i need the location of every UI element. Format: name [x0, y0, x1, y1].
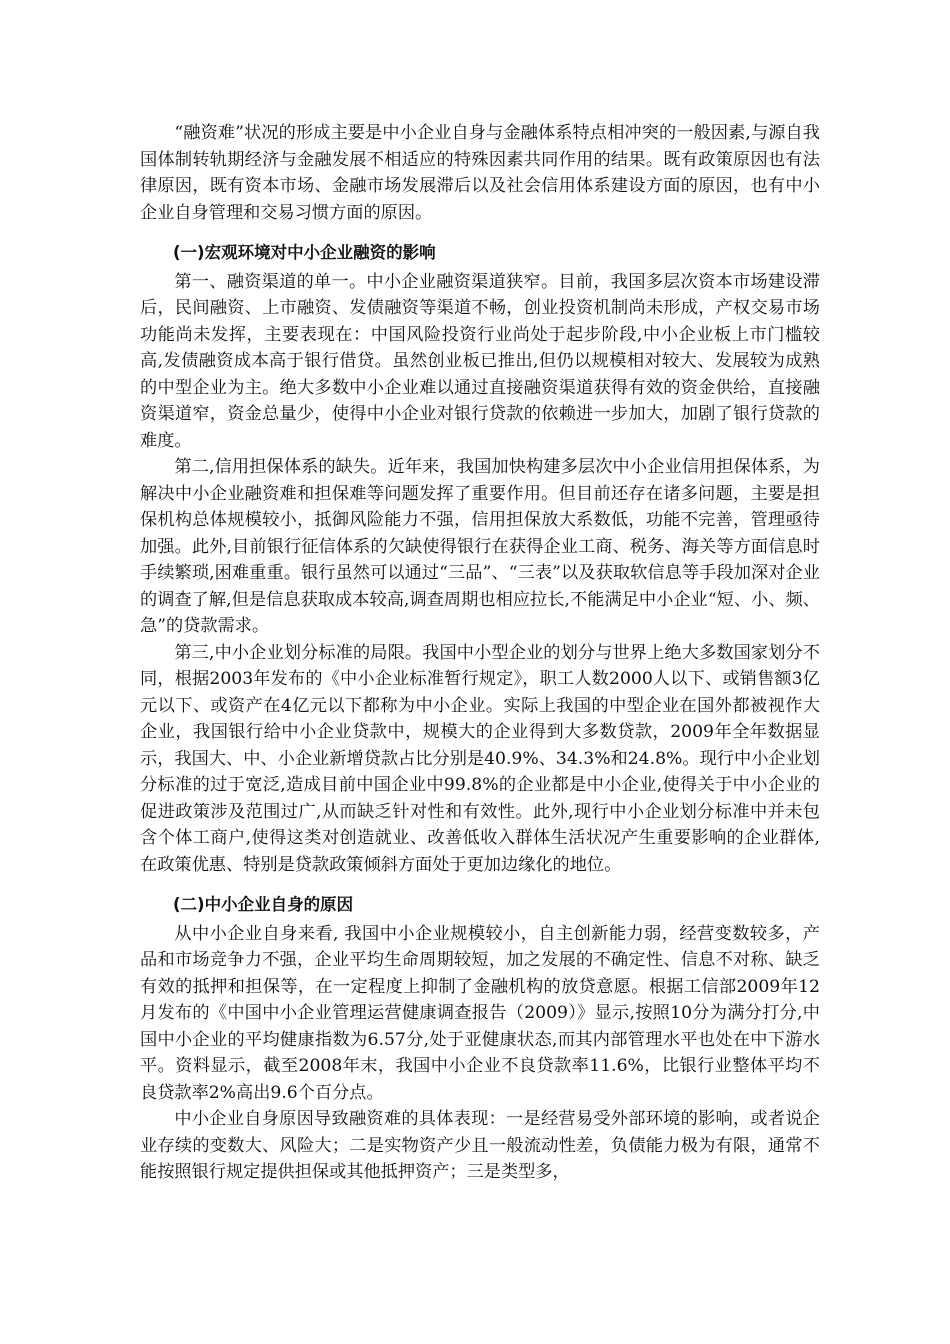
paragraph-credit-guarantee: 第二,信用担保体系的缺失。近年来，我国加快构建多层次中小企业信用担保体系，为解决中小企业融资难和担保难等问题发挥了重要作用。但目前还存在诸多问题，主要是担保机构总体规模较小，抵御风险能力不强，信用担保放大系数低，功能不完善，管理亟待加强。此外,目前银行征信体系的欠缺使得银行在获得企业工商、税务、海关等方面信息时手续繁琐,困难重重。银行虽然可以通过“三品”、“三表”以及获取软信息等手段加深对企业的调查了解,但是信息获取成本较高,调查周期也相应拉长,不能满足中小企业“短、小、频、急”的贷款需求。: [140, 457, 820, 636]
paragraph-internal-causes: 从中小企业自身来看, 我国中小企业规模较小，自主创新能力弱，经营变数较多，产品和市场竞争力不强，企业平均生命周期较短，加之发展的不确定性、信息不对称、缺乏有效的抵押和担保等，在一定程度上抑制了金融机构的放贷意愿。根据工信部2009年12月发布的《中国中小企业管理运营健康调查报告（2009）》显示,按照10分为满分打分,中国中小企业的平均健康指数为6.57分,处于亚健康状态,而其内部管理水平也处在中下游水平。资料显示，截至2008年末，我国中小企业不良贷款率11.6%，比银行业整体平均不良贷款率2%高出9.6个百分点。: [140, 923, 820, 1103]
paragraph-financing-channels: 第一、融资渠道的单一。中小企业融资渠道狭窄。目前，我国多层次资本市场建设滞后，民间融资、上市融资、发债融资等渠道不畅，创业投资机制尚未形成，产权交易市场功能尚未发挥，主要表现在：中国风险投资行业尚处于起步阶段,中小企业板上市门槛较高,发债融资成本高于银行借贷。虽然创业板已推出,但仍以规模相对较大、发展较为成熟的中型企业为主。绝大多数中小企业难以通过直接融资渠道获得有效的资金供给，直接融资渠道窄，资金总量少，使得中小企业对银行贷款的依赖进一步加大，加剧了银行贷款的难度。: [140, 271, 820, 451]
intro-paragraph: “融资难”状况的形成主要是中小企业自身与金融体系特点相冲突的一般因素,与源自我国体制转轨期经济与金融发展不相适应的特殊因素共同作用的结果。既有政策原因也有法律原因，既有资本市场、金融市场发展滞后以及社会信用体系建设方面的原因，也有中小企业自身管理和交易习惯方面的原因。: [140, 123, 820, 223]
section-heading-macro: (一)宏观环境对中小企业融资的影响: [173, 243, 436, 262]
paragraph-classification-standard: 第三,中小企业划分标准的局限。我国中小型企业的划分与世界上绝大多数国家划分不同，根据2003年发布的《中小企业标准暂行规定》，职工人数2000人以下、或销售额3亿元以下、或资产在4亿元以下都称为中小企业。实际上我国的中型企业在国外都被视作大企业，我国银行给中小企业贷款中，规模大的企业得到大多数贷款，2009年全年数据显示，我国大、中、小企业新增贷款占比分别是40.9%、34.3%和24.8%。现行中小企业划分标准的过于宽泛,造成目前中国企业中99.8%的企业都是中小企业,使得关于中小企业的促进政策涉及范围过广,从而缺乏针对性和有效性。此外,现行中小企业划分标准中并未包含个体工商户,使得这类对创造就业、改善低收入群体生活状况产生重要影响的企业群体,在政策优惠、特别是贷款政策倾斜方面处于更加边缘化的地位。: [140, 642, 820, 875]
section-heading-internal: (二)中小企业自身的原因: [173, 895, 354, 914]
document-page: [140, 120, 820, 1186]
paragraph-specific-manifestations: 中小企业自身原因导致融资难的具体表现：一是经营易受外部环境的影响，或者说企业存续的变数大、风险大；二是实物资产少且一般流动性差，负债能力极为有限，通常不能按照银行规定提供担保或其他抵押资产；三是类型多，: [140, 1109, 820, 1182]
